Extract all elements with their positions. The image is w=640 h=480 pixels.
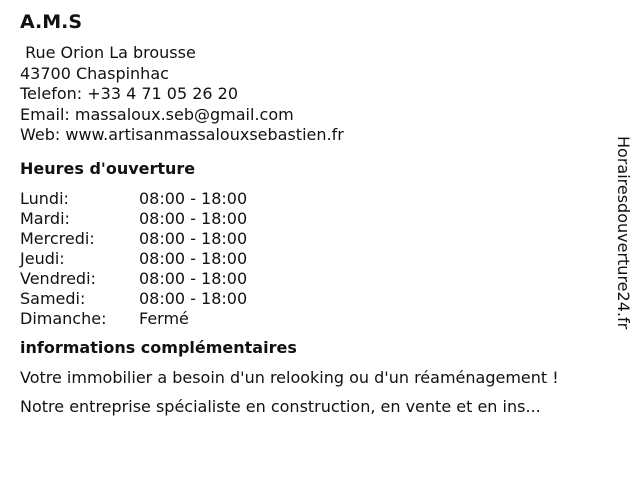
day-label: Lundi: [20,188,69,208]
hours-row-wednesday [20,229,590,249]
day-hours: 08:00 - 18:00 [139,288,248,308]
day-label: Mardi: [20,208,70,228]
day-hours: 08:00 - 18:00 [139,228,248,248]
email-line: Email: massaloux.seb@gmail.com [20,104,294,124]
opening-hours-table [20,189,590,329]
day-hours: 08:00 - 18:00 [139,208,248,228]
opening-hours-title: Heures d'ouverture [20,158,196,178]
hours-row-friday [20,269,590,289]
info-paragraph-truncated: Notre entreprise spécialiste en construction, en vente et en ins... [20,397,541,416]
day-label: Jeudi: [20,248,65,268]
hours-row-sunday [20,309,590,329]
day-hours: Fermé [139,308,189,328]
day-label: Mercredi: [20,228,95,248]
day-label: Samedi: [20,288,86,308]
day-hours: 08:00 - 18:00 [139,188,248,208]
site-watermark-text: Horairesdouverture24.fr [614,136,633,330]
phone-line: Telefon: +33 4 71 05 26 20 [20,84,239,103]
additional-info-title: informations complémentaires [20,337,297,357]
web-line: Web: www.artisanmassalouxsebastien.fr [20,125,344,144]
address-street: Rue Orion La brousse [20,43,196,62]
hours-row-monday [20,189,590,209]
hours-row-saturday [20,289,590,309]
business-card [20,10,590,427]
day-hours: 08:00 - 18:00 [139,268,248,288]
hours-row-thursday [20,249,590,269]
hours-row-tuesday [20,209,590,229]
day-label: Vendredi: [20,268,96,288]
day-label: Dimanche: [20,308,107,328]
day-hours: 08:00 - 18:00 [139,248,248,268]
address-city: 43700 Chaspinhac [20,63,169,83]
business-name: A.M.S [20,11,83,33]
info-paragraph: Votre immobilier a besoin d'un relooking ou d'un réaménagement ! [20,367,559,387]
site-watermark [611,136,637,372]
